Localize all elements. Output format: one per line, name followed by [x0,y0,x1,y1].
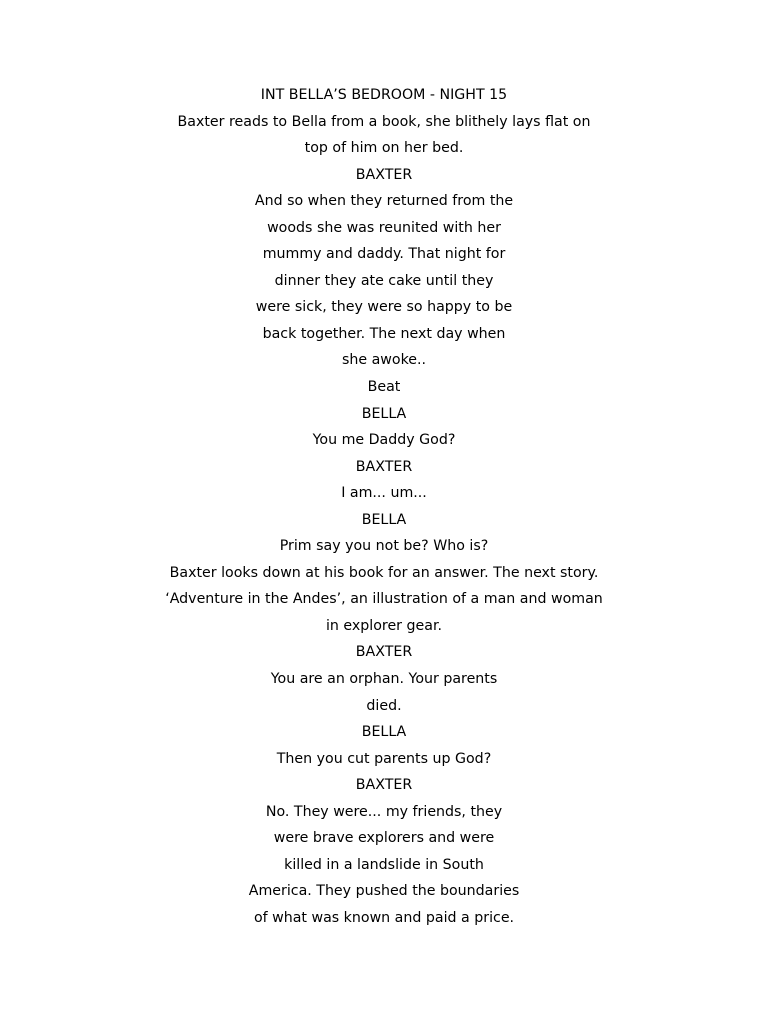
character-name: BELLA [361,405,407,422]
dialogue-line: of what was known and paid a price. [253,909,515,926]
scene-heading: INT BELLA’S BEDROOM - NIGHT 15 [260,87,508,103]
dialogue-line: mummy and daddy. That night for [262,246,506,263]
dialogue-line: killed in a landslide in South [284,856,484,873]
dialogue-line: You me Daddy God? [312,432,456,449]
dialogue-line: You are an orphan. Your parents [270,671,498,688]
character-name: BAXTER [355,458,413,475]
dialogue-line: died. [366,697,402,714]
dialogue-line: I am... um... [341,485,427,502]
dialogue-line: she awoke.. [341,352,427,369]
character-name: BELLA [361,511,407,528]
character-name: BELLA [361,724,407,741]
dialogue-line: woods she was reunited with her [267,219,501,236]
action-line: top of him on her bed. [304,140,464,157]
screenplay-text [0,82,768,932]
dialogue-line: No. They were... my friends, they [265,803,503,820]
dialogue-line: Prim say you not be? Who is? [279,538,489,555]
dialogue-line: were sick, they were so happy to be [255,299,513,316]
action-line: Baxter looks down at his book for an answer. The next story. [169,564,599,581]
dialogue-line: were brave explorers and were [273,830,495,847]
dialogue-line: dinner they ate cake until they [274,272,494,289]
dialogue-line: Then you cut parents up God? [276,750,492,767]
action-line: Baxter reads to Bella from a book, she blithely lays flat on [177,113,591,130]
dialogue-line: America. They pushed the boundaries [248,883,520,900]
dialogue-line: And so when they returned from the [254,193,514,210]
character-name: BAXTER [355,777,413,794]
dialogue-line: back together. The next day when [262,325,506,342]
parenthetical-line: Beat [367,379,401,396]
character-name: BAXTER [355,166,413,183]
action-line: ‘Adventure in the Andes’, an illustration of a man and woman [165,591,603,608]
character-name: BAXTER [355,644,413,661]
action-line: in explorer gear. [325,617,442,634]
